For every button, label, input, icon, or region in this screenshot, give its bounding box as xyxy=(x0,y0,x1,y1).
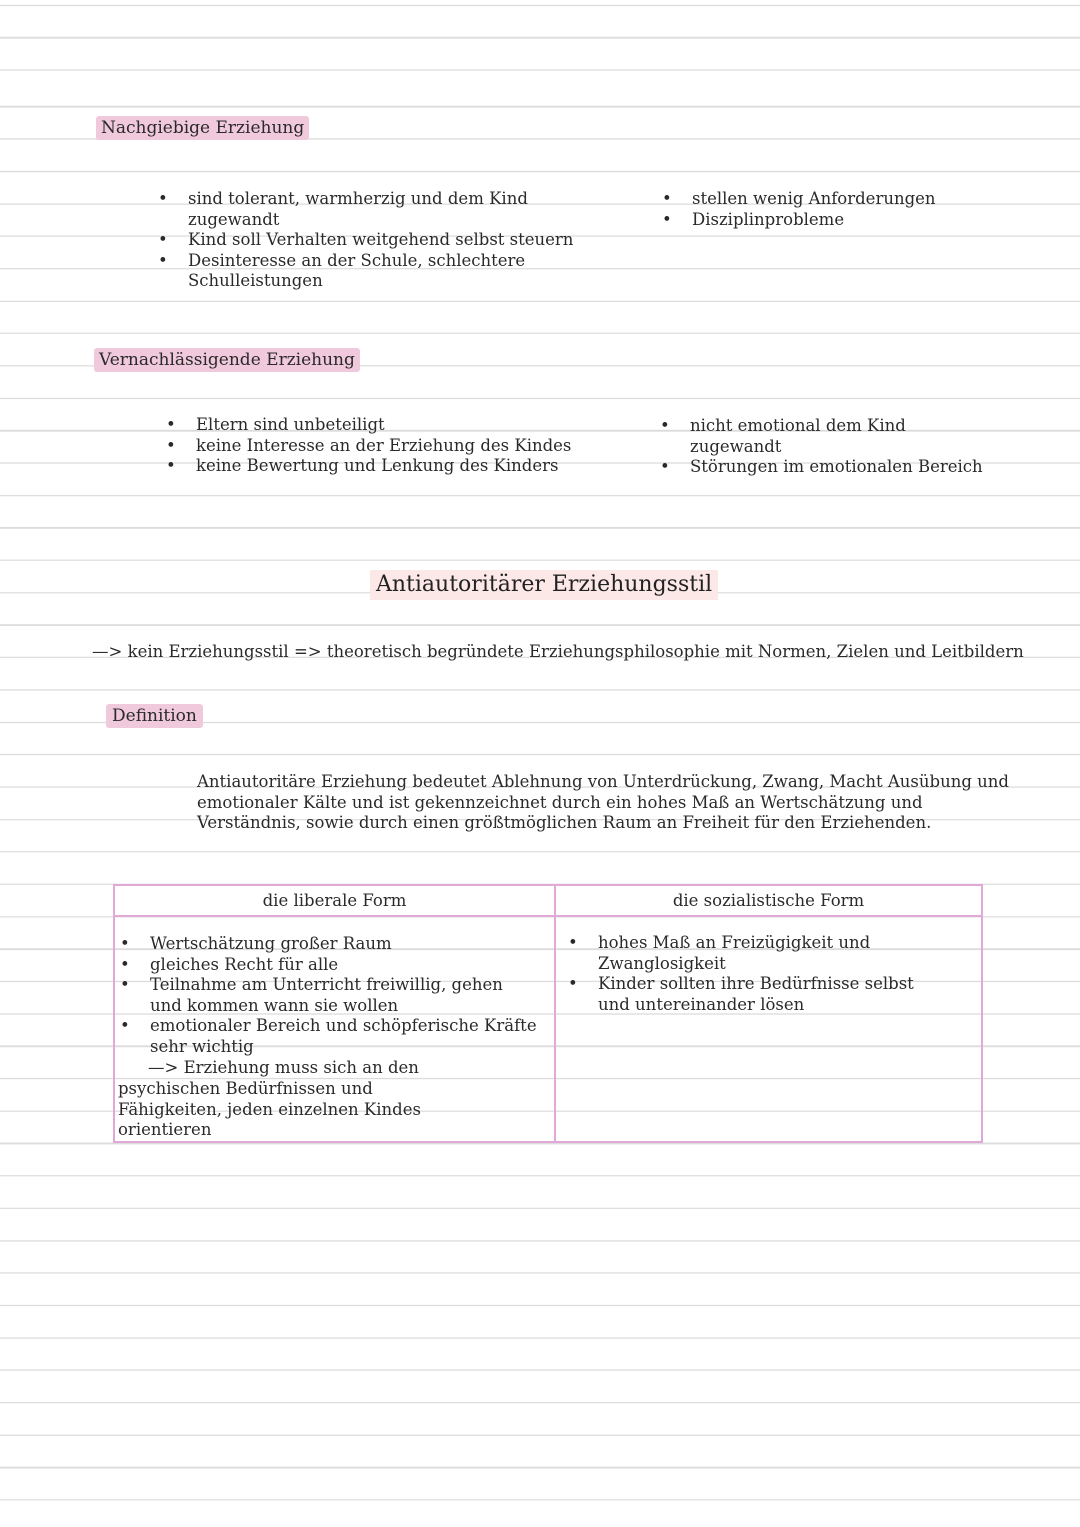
table-header-liberal: die liberale Form xyxy=(115,886,554,917)
list-item: • gleiches Recht für alle xyxy=(120,955,550,976)
nachgiebige-left-list xyxy=(158,189,588,292)
liberal-note: psychischen Bedürfnissen und Fähigkeiten, jeden einzelnen Kindes orientieren xyxy=(118,1079,421,1140)
vernachlaessigende-left-list xyxy=(166,415,606,477)
forms-table xyxy=(113,884,983,1143)
list-item: • nicht emotional dem Kind zugewandt xyxy=(660,416,940,457)
list-item: • Störungen im emotionalen Bereich xyxy=(660,457,1020,478)
list-item: • Kinder sollten ihre Bedürfnisse selbst und untereinander lösen xyxy=(568,974,928,1015)
liberal-list xyxy=(120,934,550,1058)
list-item: • stellen wenig Anforderungen xyxy=(662,189,1002,210)
list-item: • sind tolerant, warmherzig und dem Kind zugewandt xyxy=(158,189,588,230)
list-item: • hohes Maß an Freizügigkeit und Zwanglosigkeit xyxy=(568,933,888,974)
page-title: Antiautoritärer Erziehungsstil xyxy=(370,570,718,600)
definition-text: Antiautoritäre Erziehung bedeutet Ablehnung von Unterdrückung, Zwang, Macht Ausübung und emotionaler Kälte und ist gekennzeichnet durch ein hohes Maß an Wertschätzung und Verständnis, sowie durch einen größtmöglichen Raum an Freiheit für den Erziehenden. xyxy=(197,772,1009,833)
list-item: • Kind soll Verhalten weitgehend selbst steuern xyxy=(158,230,588,251)
section-heading-vernachlaessigende: Vernachlässigende Erziehung xyxy=(94,348,360,372)
section-heading-nachgiebige: Nachgiebige Erziehung xyxy=(96,116,309,140)
liberal-note-arrow: —> Erziehung muss sich an den xyxy=(148,1058,419,1077)
sozialistisch-list xyxy=(568,933,928,1015)
list-item: • emotionaler Bereich und schöpferische Kräfte sehr wichtig xyxy=(120,1016,550,1057)
definition-label: Definition xyxy=(106,704,203,728)
nachgiebige-right-list xyxy=(662,189,1002,230)
list-item: • keine Interesse an der Erziehung des Kindes xyxy=(166,436,606,457)
list-item: • keine Bewertung und Lenkung des Kinders xyxy=(166,456,606,477)
list-item: • Eltern sind unbeteiligt xyxy=(166,415,606,436)
list-item: • Wertschätzung großer Raum xyxy=(120,934,550,955)
table-header-sozialistisch: die sozialistische Form xyxy=(556,886,981,917)
vernachlaessigende-right-list xyxy=(660,416,1020,478)
table-divider xyxy=(554,886,556,1141)
list-item: • Desinteresse an der Schule, schlechtere Schulleistungen xyxy=(158,251,548,292)
list-item: • Teilnahme am Unterricht freiwillig, gehen und kommen wann sie wollen xyxy=(120,975,520,1016)
note-line: —> kein Erziehungsstil => theoretisch begründete Erziehungsphilosophie mit Normen, Zielen und Leitbildern xyxy=(92,642,1024,661)
list-item: • Disziplinprobleme xyxy=(662,210,1002,231)
